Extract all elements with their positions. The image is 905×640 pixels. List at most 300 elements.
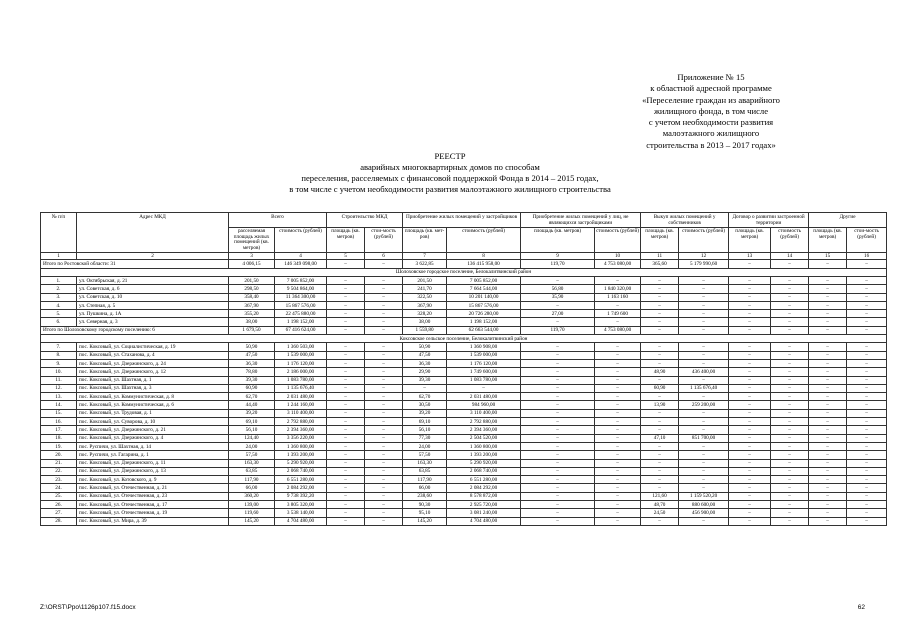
table-cell: – <box>729 509 771 517</box>
table-cell: – <box>327 426 365 434</box>
table-cell: – <box>595 451 641 459</box>
table-cell: – <box>679 426 729 434</box>
table-cell: – <box>679 459 729 467</box>
table-cell: – <box>809 426 847 434</box>
appendix-line: строительства в 2013 – 2017 годах» <box>646 139 776 150</box>
table-cell: – <box>729 293 771 301</box>
table-cell: – <box>327 359 365 367</box>
appendix-line: к областной адресной программе <box>650 83 772 94</box>
table-cell: – <box>771 293 809 301</box>
table-cell: – <box>847 301 887 309</box>
row-address: пос. Коксовый, ул. Трудовая, д. 1 <box>77 409 229 417</box>
table-cell: – <box>327 476 365 484</box>
table-cell: – <box>771 368 809 376</box>
table-cell: – <box>327 318 365 326</box>
table-cell: – <box>847 293 887 301</box>
table-cell: 69,10 <box>229 418 275 426</box>
table-cell: 241,70 <box>403 285 447 293</box>
table-cell: 30,50 <box>403 401 447 409</box>
table-cell: – <box>595 492 641 500</box>
table-cell: 62,70 <box>229 393 275 401</box>
table-cell: 1 135 676,40 <box>275 384 327 392</box>
row-address: пос. Коксовый, ул. Мира, д. 39 <box>77 517 229 525</box>
row-number: 23. <box>41 476 77 484</box>
table-cell: – <box>365 451 403 459</box>
table-cell: – <box>521 393 595 401</box>
table-cell: – <box>847 442 887 450</box>
row-address: пос. Коксовый, ул. Коммунистическая, д. 6 <box>77 401 229 409</box>
table-cell: – <box>771 326 809 334</box>
table-cell: – <box>521 451 595 459</box>
table-cell: 15 867 576,00 <box>275 301 327 309</box>
header-redemption: Выкуп жилых помещений у собственников <box>641 213 729 228</box>
column-number: 9 <box>521 253 595 260</box>
table-cell: – <box>847 517 887 525</box>
header-other: Другие <box>809 213 887 228</box>
table-cell: – <box>679 285 729 293</box>
table-cell: – <box>327 293 365 301</box>
table-row <box>41 418 887 426</box>
table-cell: – <box>809 484 847 492</box>
table-cell: – <box>365 484 403 492</box>
table-cell: – <box>327 500 365 508</box>
table-cell: – <box>641 393 679 401</box>
table-cell: – <box>809 351 847 359</box>
row-number: 2. <box>41 285 77 293</box>
table-row <box>41 409 887 417</box>
table-cell: – <box>729 451 771 459</box>
row-number: 27. <box>41 509 77 517</box>
table-cell: – <box>595 393 641 401</box>
table-cell: – <box>365 393 403 401</box>
row-address: пос. Коксовый, ул. Котовского, д. 9 <box>77 476 229 484</box>
header-address: Адрес МКД <box>77 213 229 253</box>
table-cell: – <box>809 393 847 401</box>
row-address: пос. Коксовый, ул. Отечественная, д. 23 <box>77 492 229 500</box>
table-cell: – <box>365 260 403 268</box>
table-cell: – <box>771 451 809 459</box>
table-row <box>41 426 887 434</box>
table-cell: 20 726 280,00 <box>447 310 521 318</box>
row-number: 14. <box>41 401 77 409</box>
title-line: аварийных многоквартирных домов по способам <box>360 162 540 172</box>
table-cell: 1 198 152,00 <box>447 318 521 326</box>
table-cell: – <box>521 509 595 517</box>
table-cell: – <box>595 409 641 417</box>
table-cell: – <box>365 492 403 500</box>
table-cell: – <box>847 509 887 517</box>
table-cell: 24,00 <box>403 442 447 450</box>
table-cell: 35,90 <box>521 293 595 301</box>
row-number: 20. <box>41 451 77 459</box>
table-cell: 4 753 080,00 <box>595 260 641 268</box>
table-cell: – <box>521 442 595 450</box>
row-number: 12. <box>41 384 77 392</box>
table-cell: – <box>679 484 729 492</box>
table-cell: – <box>771 376 809 384</box>
table-cell: 7 664 544,00 <box>447 285 521 293</box>
table-cell: – <box>327 376 365 384</box>
table-cell: – <box>327 351 365 359</box>
row-number: 1. <box>41 276 77 284</box>
table-cell: – <box>809 476 847 484</box>
table-cell: 5 179 990,60 <box>679 260 729 268</box>
table-cell: – <box>771 384 809 392</box>
table-cell: 1 539 000,00 <box>275 351 327 359</box>
table-cell: 139,00 <box>229 500 275 508</box>
table-cell: – <box>771 351 809 359</box>
table-cell: – <box>771 276 809 284</box>
table-cell: 78,80 <box>229 368 275 376</box>
row-address: пос. Коксовый, ул. Стаханова, д. 4 <box>77 351 229 359</box>
table-row <box>41 459 887 467</box>
table-cell: – <box>641 376 679 384</box>
row-number: 18. <box>41 434 77 442</box>
row-number: 13. <box>41 393 77 401</box>
table-cell: 119,70 <box>521 260 595 268</box>
footer-file-path: Z:\ORST\Ppo\1126p107.f15.docx <box>40 604 136 611</box>
row-number: 6. <box>41 318 77 326</box>
table-cell: – <box>365 426 403 434</box>
row-number: 11. <box>41 376 77 384</box>
sub-header: площадь (кв. метров) <box>641 228 679 253</box>
table-cell: 2 792 880,00 <box>447 418 521 426</box>
table-cell: – <box>641 276 679 284</box>
table-cell: 39,30 <box>229 376 275 384</box>
table-cell: – <box>771 492 809 500</box>
table-cell: – <box>771 260 809 268</box>
column-number: 12 <box>679 253 729 260</box>
table-cell: – <box>809 359 847 367</box>
table-cell: – <box>771 418 809 426</box>
table-cell: 119,70 <box>521 326 595 334</box>
table-cell: – <box>327 467 365 475</box>
table-cell: – <box>771 343 809 351</box>
table-cell: – <box>771 500 809 508</box>
table-cell: 4 753 080,00 <box>595 326 641 334</box>
table-cell: – <box>679 276 729 284</box>
table-cell: – <box>847 393 887 401</box>
table-cell: – <box>847 451 887 459</box>
row-number: 19. <box>41 442 77 450</box>
table-cell: – <box>729 376 771 384</box>
table-cell: – <box>847 409 887 417</box>
table-cell: 1 083 780,00 <box>447 376 521 384</box>
row-address: пос. Коксовый, ул. Социалистическая, д. 19 <box>77 343 229 351</box>
document-title <box>190 151 710 195</box>
row-address: ул. Пушкина, д. 1А <box>77 310 229 318</box>
table-cell: – <box>327 393 365 401</box>
row-address: ул. Советская, д. 6 <box>77 285 229 293</box>
table-row <box>41 285 887 293</box>
table-cell: – <box>847 318 887 326</box>
total-label: Итого по Шолоховскому городскому поселению: 6 <box>41 326 229 334</box>
table-cell: 67 416 624,00 <box>275 326 327 334</box>
table-cell: – <box>365 293 403 301</box>
table-row <box>41 401 887 409</box>
table-cell: 36,30 <box>229 359 275 367</box>
table-cell: – <box>327 492 365 500</box>
sub-header: стои-мость (рублей) <box>365 228 403 253</box>
table-cell: – <box>595 301 641 309</box>
table-cell: – <box>365 359 403 367</box>
table-cell: 47,10 <box>641 434 679 442</box>
table-cell: – <box>771 359 809 367</box>
table-cell: – <box>679 442 729 450</box>
table-cell: – <box>729 384 771 392</box>
appendix-line: с учетом необходимости развития <box>648 117 774 128</box>
table-cell: 298,50 <box>229 285 275 293</box>
row-number: 5. <box>41 310 77 318</box>
table-cell: 6 551 280,00 <box>275 476 327 484</box>
table-cell: 48,90 <box>641 368 679 376</box>
table-cell: 117,90 <box>403 476 447 484</box>
table-row <box>41 434 887 442</box>
row-address: ул. Степная, д. 5 <box>77 301 229 309</box>
table-cell: – <box>679 376 729 384</box>
table-cell: – <box>847 434 887 442</box>
table-cell: – <box>809 434 847 442</box>
table-cell: – <box>809 409 847 417</box>
section-label: Коксовское сельское поселение, Белокалитвинский район <box>41 335 887 343</box>
table-cell: – <box>521 376 595 384</box>
table-cell: – <box>521 351 595 359</box>
table-cell: – <box>847 276 887 284</box>
table-cell: – <box>327 434 365 442</box>
table-cell: – <box>595 517 641 525</box>
table-cell: – <box>521 359 595 367</box>
table-cell: – <box>327 301 365 309</box>
table-row <box>41 509 887 517</box>
table-cell: – <box>595 418 641 426</box>
table-cell: 1 360 800,00 <box>275 442 327 450</box>
table-cell: 39,20 <box>403 409 447 417</box>
table-row <box>41 442 887 450</box>
table-cell: 39,20 <box>229 409 275 417</box>
row-number: 28. <box>41 517 77 525</box>
table-cell: 1 163 160 <box>595 293 641 301</box>
table-cell: – <box>521 484 595 492</box>
table-cell: – <box>679 409 729 417</box>
table-cell: 145,20 <box>229 517 275 525</box>
row-number: 24. <box>41 484 77 492</box>
table-cell: – <box>521 434 595 442</box>
table-cell: 3 081 240,00 <box>447 509 521 517</box>
table-cell: 8 578 872,00 <box>447 492 521 500</box>
table-cell: – <box>679 359 729 367</box>
table-cell: – <box>327 343 365 351</box>
table-cell: 63,85 <box>229 467 275 475</box>
table-cell: – <box>771 434 809 442</box>
table-cell: – <box>809 376 847 384</box>
table-cell: 27,00 <box>521 310 595 318</box>
table-cell: – <box>641 467 679 475</box>
table-cell: – <box>641 459 679 467</box>
column-number: 16 <box>847 253 887 260</box>
table-cell: 6 551 280,00 <box>447 476 521 484</box>
table-cell: – <box>771 409 809 417</box>
table-cell: – <box>729 492 771 500</box>
sub-header: стоимость (рублей) <box>595 228 641 253</box>
row-number: 7. <box>41 343 77 351</box>
table-row <box>41 484 887 492</box>
table-cell: – <box>729 517 771 525</box>
row-address: пос. Коксовый, ул. Отечественная, д. 19 <box>77 509 229 517</box>
table-cell: – <box>365 310 403 318</box>
table-cell: 3 356 220,00 <box>275 434 327 442</box>
table-cell: – <box>521 467 595 475</box>
title-heading: РЕЕСТР <box>434 151 466 161</box>
table-cell: 2 186 000,00 <box>275 368 327 376</box>
table-cell: – <box>679 476 729 484</box>
table-cell: 2 031 480,00 <box>447 393 521 401</box>
table-cell: 5 290 920,00 <box>447 459 521 467</box>
table-cell: – <box>729 442 771 450</box>
table-cell: 117,90 <box>229 476 275 484</box>
table-cell: 2 792 880,00 <box>275 418 327 426</box>
table-cell: – <box>729 467 771 475</box>
table-cell: – <box>679 293 729 301</box>
table-cell: – <box>327 260 365 268</box>
table-cell: – <box>847 492 887 500</box>
table-cell: – <box>809 418 847 426</box>
table-cell: – <box>595 276 641 284</box>
table-cell: 3 622,85 <box>403 260 447 268</box>
table-cell: – <box>729 359 771 367</box>
table-cell: 1 749 600 <box>595 310 641 318</box>
table-cell: – <box>365 409 403 417</box>
table-cell: 2 504 520,00 <box>447 434 521 442</box>
table-cell: 2 394 360,00 <box>275 426 327 434</box>
total-row <box>41 326 887 334</box>
table-cell: – <box>365 517 403 525</box>
table-row <box>41 393 887 401</box>
table-cell: – <box>729 326 771 334</box>
table-cell: – <box>729 426 771 434</box>
table-cell: – <box>521 517 595 525</box>
row-number: 9. <box>41 359 77 367</box>
table-cell: – <box>521 384 595 392</box>
table-cell: – <box>679 310 729 318</box>
footer-page-number: 62 <box>857 604 865 611</box>
table-cell: – <box>327 517 365 525</box>
table-cell: 9 504 864,00 <box>275 285 327 293</box>
row-address: пос. Руспичи, ул. Гагарина, д. 1 <box>77 451 229 459</box>
row-address: пос. Коксовый, ул. Дзержинского, д. 24 <box>77 359 229 367</box>
table-cell: – <box>595 467 641 475</box>
sub-header: площадь (кв. метров) <box>327 228 365 253</box>
table-cell: – <box>809 509 847 517</box>
row-number: 3. <box>41 293 77 301</box>
table-cell: – <box>595 401 641 409</box>
table-cell: – <box>365 467 403 475</box>
table-cell: – <box>729 459 771 467</box>
table-cell: 322,50 <box>403 293 447 301</box>
table-cell: 1 360 800,00 <box>447 442 521 450</box>
table-cell: – <box>365 459 403 467</box>
table-row <box>41 476 887 484</box>
appendix-block <box>561 72 861 151</box>
table-cell: – <box>595 426 641 434</box>
table-cell: 66,00 <box>403 484 447 492</box>
table-cell: – <box>521 401 595 409</box>
row-address: ул. Советская, д. 10 <box>77 293 229 301</box>
table-cell: – <box>641 426 679 434</box>
table-cell: 9 738 392,20 <box>275 492 327 500</box>
table-cell: – <box>327 451 365 459</box>
table-cell: 62,70 <box>403 393 447 401</box>
table-cell: – <box>771 393 809 401</box>
table-row <box>41 359 887 367</box>
header-purchase-developers: Приобретение жилых помещений у застройщиков <box>403 213 521 228</box>
table-row <box>41 343 887 351</box>
table-row <box>41 492 887 500</box>
table-cell: – <box>729 476 771 484</box>
table-cell: – <box>641 293 679 301</box>
row-number: 22. <box>41 467 77 475</box>
row-address: пос. Коксовый, ул. Суворова, д. 10 <box>77 418 229 426</box>
table-cell: – <box>679 393 729 401</box>
header-construction: Строительство МКД <box>327 213 403 228</box>
table-cell: 1 176 120,00 <box>275 359 327 367</box>
table-cell: 456 900,00 <box>679 509 729 517</box>
table-cell: 3 110 400,00 <box>275 409 327 417</box>
sub-header: площадь (кв. мет-ров) <box>403 228 447 253</box>
total-label: Итого по Ростовской области: 31 <box>41 260 229 268</box>
table-cell: – <box>641 484 679 492</box>
table-cell: – <box>365 326 403 334</box>
table-cell: 62 663 544,00 <box>447 326 521 334</box>
table-cell: 124,40 <box>229 434 275 442</box>
row-address: пос. Коксовый, ул. Отечественная, д. 17 <box>77 500 229 508</box>
table-cell: – <box>729 343 771 351</box>
table-cell: – <box>327 285 365 293</box>
table-cell: – <box>327 484 365 492</box>
table-cell: 3 538 140,00 <box>275 509 327 517</box>
table-cell: – <box>679 301 729 309</box>
table-cell: – <box>641 301 679 309</box>
table-cell: – <box>809 260 847 268</box>
table-cell: – <box>771 517 809 525</box>
row-number: 16. <box>41 418 77 426</box>
table-cell: – <box>595 343 641 351</box>
column-number: 15 <box>809 253 847 260</box>
table-cell: – <box>847 359 887 367</box>
table-cell: 90,30 <box>403 500 447 508</box>
table-cell: – <box>327 384 365 392</box>
section-row <box>41 268 887 276</box>
table-cell: – <box>847 351 887 359</box>
sub-header: площадь (кв. метров) <box>521 228 595 253</box>
table-cell: – <box>641 310 679 318</box>
table-cell: – <box>809 451 847 459</box>
table-cell: 984 960,00 <box>447 401 521 409</box>
table-cell: – <box>771 476 809 484</box>
table-cell: – <box>847 484 887 492</box>
table-cell: 880 600,00 <box>679 500 729 508</box>
table-row <box>41 451 887 459</box>
sub-header: стоимость (рублей) <box>447 228 521 253</box>
table-cell: – <box>327 368 365 376</box>
table-cell: 39,30 <box>403 376 447 384</box>
table-cell: 50,90 <box>403 343 447 351</box>
table-cell: – <box>847 459 887 467</box>
header-territory-development: Договор о развитии застроенной территории <box>729 213 809 228</box>
sub-header: стои-мость (рублей) <box>847 228 887 253</box>
table-cell: 2 068 740,00 <box>275 467 327 475</box>
table-cell: – <box>771 484 809 492</box>
table-cell: 24,50 <box>641 509 679 517</box>
